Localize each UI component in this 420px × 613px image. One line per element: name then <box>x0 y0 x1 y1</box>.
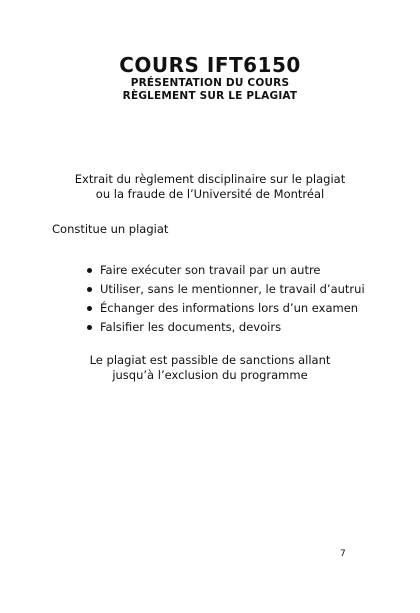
bullet-icon <box>87 287 92 292</box>
list-item <box>86 320 365 339</box>
page-subtitle-reglement: RÈGLEMENT SUR LE PLAGIAT <box>122 90 298 102</box>
list-item-text: Faire exécuter son travail par un autre <box>100 263 321 277</box>
conclusion-line: jusqu’à l’exclusion du programme <box>112 368 308 382</box>
list-item <box>86 263 365 282</box>
bullet-icon <box>87 306 92 311</box>
list-item-text: Utiliser, sans le mentionner, le travail d’autrui <box>100 282 365 296</box>
intro-line: Extrait du règlement disciplinaire sur le plagiat <box>74 172 346 186</box>
list-item <box>86 301 365 320</box>
conclusion-line: Le plagiat est passible de sanctions allant <box>89 353 331 367</box>
bullet-icon <box>87 268 92 273</box>
list-item <box>86 282 365 301</box>
list-item-text: Échanger des informations lors d’un examen <box>100 301 359 315</box>
intro-paragraph <box>0 172 420 202</box>
bullet-icon <box>87 325 92 330</box>
intro-line: ou la fraude de l’Université de Montréal <box>95 187 325 201</box>
plagiarism-list <box>86 263 365 339</box>
page-number: 7 <box>340 549 346 559</box>
conclusion-paragraph <box>0 353 420 383</box>
lead-text: Constitue un plagiat <box>52 222 169 236</box>
page-title: COURS IFT6150 <box>119 53 301 77</box>
list-item-text: Falsifier les documents, devoirs <box>100 320 282 334</box>
page-subtitle-presentation: PRÉSENTATION DU COURS <box>130 77 290 89</box>
page-header <box>0 53 420 103</box>
